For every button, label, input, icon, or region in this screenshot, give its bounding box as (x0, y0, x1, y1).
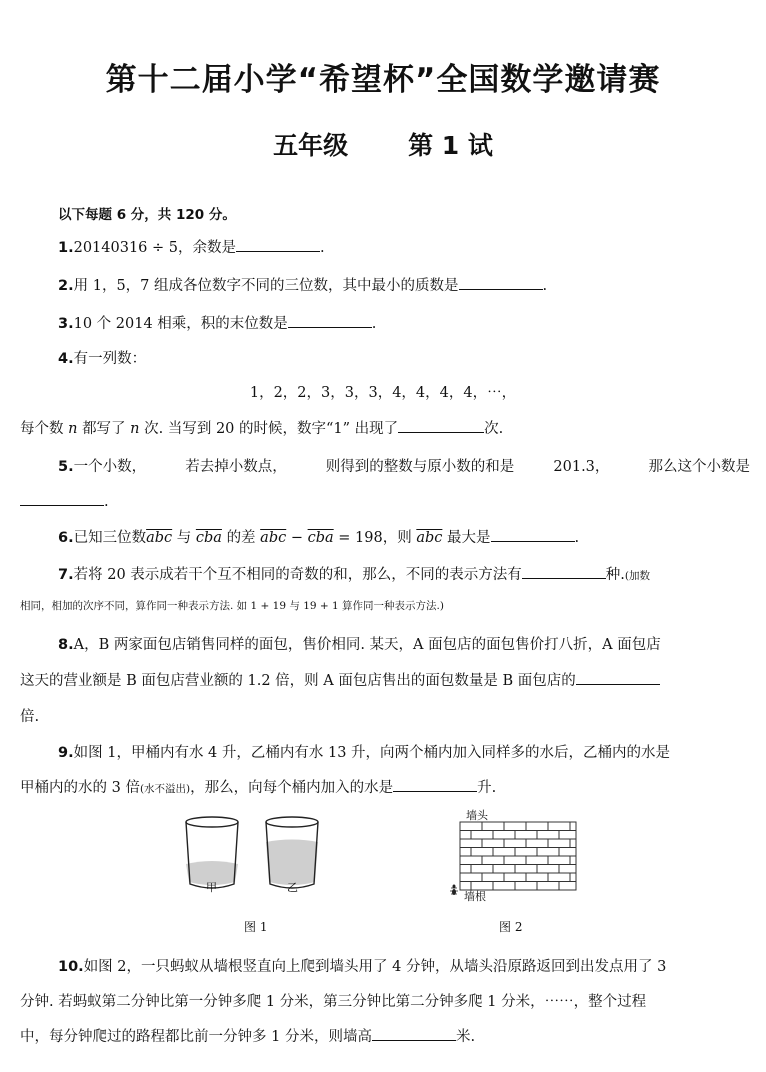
answer-blank[interactable] (236, 237, 320, 252)
text-span: 每个数 (20, 421, 64, 437)
question-4 (58, 347, 750, 368)
question-text: 如图 1，甲桶内有水 4 升，乙桶内有水 13 升，向两个桶内加入同样多的水后，乙桶内的水是 (73, 745, 671, 761)
question-number: 3. (58, 316, 74, 332)
question-number: 9. (58, 745, 74, 761)
round-label: 第 1 试 (408, 131, 493, 160)
brick-wall (460, 822, 576, 890)
number-abc: $\overline{abc}$ (260, 530, 287, 546)
text-span: 若去掉小数点， (185, 459, 287, 475)
number-abc: $\overline{abc}$ (146, 530, 173, 546)
answer-blank[interactable] (20, 491, 104, 506)
page-subtitle (0, 126, 766, 162)
question-text: 若将 20 表示成若干个互不相同的奇数的和，那么，不同的表示方法有 (73, 567, 522, 583)
question-6 (58, 526, 750, 547)
question-8-line3: 倍. (20, 709, 40, 725)
question-text: 如图 2，一只蚂蚁从墙根竖直向上爬到墙头用了 4 分钟，从墙头沿原路返回到出发点用了 3 (83, 959, 667, 975)
answer-blank[interactable] (393, 777, 477, 792)
label-wall-top: 墙头 (466, 809, 488, 822)
question-10-line2: 分钟. 若蚂蚁第二分钟比第一分钟多爬 1 分米，第三分钟比第二分钟多爬 1 分米，⋯⋯，整个过程 (20, 994, 647, 1010)
answer-blank[interactable] (372, 1026, 456, 1041)
question-end: . (371, 316, 377, 332)
question-text: 有一列数： (73, 351, 147, 367)
answer-blank[interactable] (459, 275, 543, 290)
question-end: . (320, 240, 325, 256)
ant-icon (450, 885, 458, 896)
question-text: 20140316 ÷ 5，余数是 (73, 240, 237, 256)
sequence-line: 1，2，2，3，3，3，4，4，4，4，⋯， (249, 385, 517, 401)
page-title: 第十二届小学“希望杯”全国数学邀请赛 (105, 62, 661, 98)
label-yi: 乙 (287, 881, 298, 894)
variable-n: n (68, 421, 78, 437)
question-number: 2. (58, 278, 74, 294)
answer-unit: 升. (477, 780, 497, 796)
number-abc: $\overline{abc}$ (416, 530, 443, 546)
minus-sign: − (290, 530, 303, 546)
question-text: 10 个 2014 相乘，积的末位数是 (73, 316, 288, 332)
text-span: 那么这个小数是 (648, 459, 750, 475)
text-span: 甲桶内的水的 3 倍 (20, 780, 140, 796)
question-number: 6. (58, 530, 74, 546)
question-end: . (574, 530, 580, 546)
text-span: 最大是 (447, 530, 491, 546)
note-text: (加数 (624, 570, 650, 582)
question-number: 10. (58, 959, 84, 975)
question-2 (58, 274, 750, 295)
text-span: 则得到的整数与原小数的和是 (325, 459, 515, 475)
text-span: 已知三位数 (73, 530, 147, 546)
answer-blank[interactable] (288, 313, 372, 328)
label-wall-bottom: 墙根 (464, 890, 486, 903)
text-span: 201.3， (553, 459, 610, 475)
question-9 (58, 741, 750, 762)
text-span: = 198，则 (338, 530, 412, 546)
question-end: 次. (484, 421, 504, 437)
question-8-line2 (20, 669, 750, 690)
answer-blank[interactable] (491, 527, 575, 542)
question-10-line3 (20, 1025, 750, 1046)
question-4-continued (20, 417, 750, 438)
grade-label: 五年级 (273, 131, 349, 160)
question-text: 中，每分钟爬过的路程都比前一分钟多 1 分米，则墙高 (20, 1029, 372, 1045)
question-number: 1. (58, 240, 74, 256)
question-number: 4. (58, 351, 74, 367)
question-5-continued (20, 491, 750, 510)
text-span: 一个小数， (73, 459, 147, 475)
text-span: 都写了 (82, 421, 126, 437)
bucket-yi (266, 817, 318, 888)
question-1 (58, 236, 750, 257)
text-span: ，那么，向每个桶内加入的水是 (190, 780, 394, 796)
question-7-note: 相同，相加的次序不同，算作同一种表示方法. 如 1 + 19 与 19 + 1 算作同一种表示方法.) (20, 600, 444, 612)
figure-1-caption: 图 1 (244, 920, 268, 934)
answer-blank[interactable] (576, 670, 660, 685)
answer-blank[interactable] (398, 418, 484, 433)
question-7 (58, 563, 750, 584)
question-number: 5. (58, 459, 74, 475)
question-9-line2 (20, 776, 750, 797)
bucket-jia (186, 817, 238, 888)
number-cba: $\overline{cba}$ (307, 530, 334, 546)
question-end: . (104, 494, 109, 510)
text-span: 的差 (226, 530, 256, 546)
label-jia: 甲 (206, 881, 217, 894)
figure-1-buckets (180, 812, 330, 898)
question-8 (58, 633, 750, 654)
question-text: 这天的营业额是 B 面包店营业额的 1.2 倍，则 A 面包店售出的面包数量是 B 面包店的 (20, 673, 576, 689)
variable-n: n (130, 421, 140, 437)
question-number: 8. (58, 637, 74, 653)
text-span: 与 (176, 530, 192, 546)
number-cba: $\overline{cba}$ (195, 530, 222, 546)
answer-unit: 种. (605, 567, 625, 583)
question-5 (58, 455, 750, 476)
question-text: 用 1，5，7 组成各位数字不同的三位数，其中最小的质数是 (73, 278, 459, 294)
intro-text: 以下每题 6 分，共 120 分。 (58, 207, 236, 223)
note-text: (水不溢出) (139, 783, 191, 795)
question-number: 7. (58, 567, 74, 583)
question-10 (58, 955, 750, 976)
answer-unit: 米. (455, 1029, 476, 1045)
question-3 (58, 312, 750, 333)
answer-blank[interactable] (522, 564, 606, 579)
text-span: 次. 当写到 20 的时候，数字“1” 出现了 (144, 421, 399, 437)
question-text: A，B 两家面包店销售同样的面包，售价相同. 某天，A 面包店的面包售价打八折，A 面包店 (73, 637, 661, 653)
figure-2-caption: 图 2 (499, 920, 523, 934)
question-end: . (542, 278, 548, 294)
